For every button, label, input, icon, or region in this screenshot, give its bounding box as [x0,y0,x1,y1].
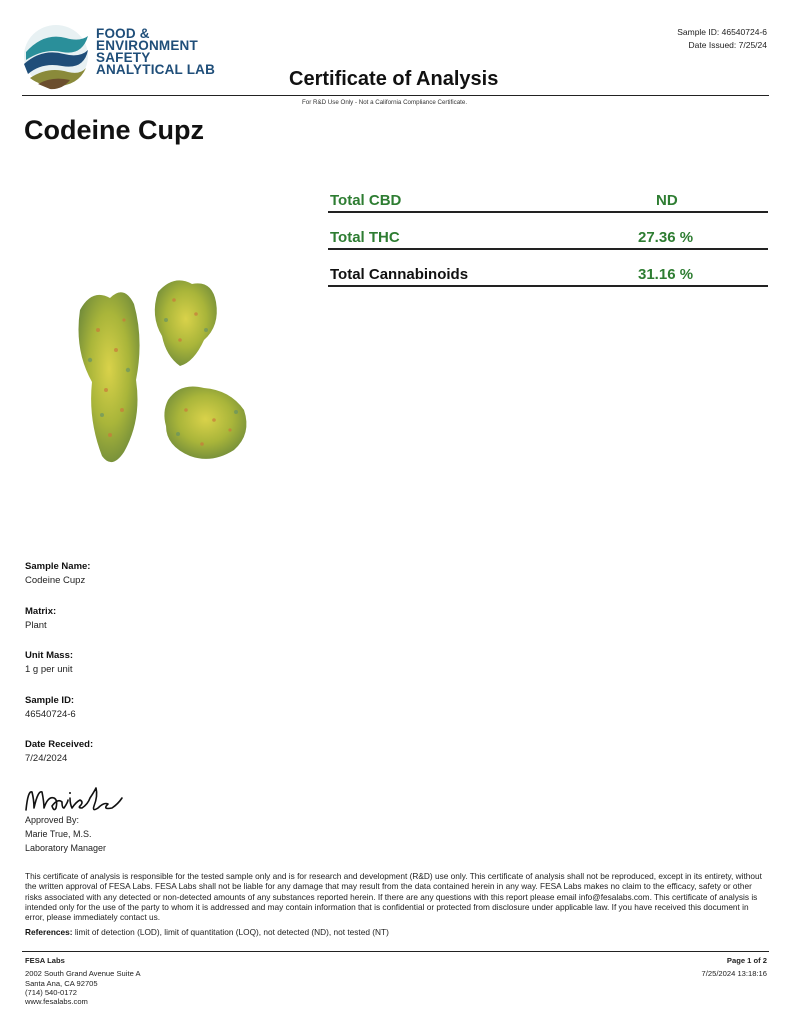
lab-name-line: SAFETY [96,50,151,65]
field-value: 7/24/2024 [25,753,68,764]
compliance-disclaimer: For R&D Use Only - Not a California Compliance Certificate. [302,99,468,106]
product-title: Codeine Cupz [24,115,204,145]
lab-name-line: FOOD & [96,26,150,41]
bud-tall-icon [79,292,140,462]
summary-label: Total THC [330,229,400,246]
legal-disclaimer: This certificate of analysis is responsible for the tested sample only and is for research and development (R&D) use only. This certificate of analysis shall not be reproduced, except in its entirety, without the written approval of FESA Labs. FESA Labs shall not be liable for any damage that may result from the data contained herein in any way. FESA Labs makes no claim to the efficacy, safety or other risks associated with any detected or non-detected amounts of any substances reported herein. If there are any questions with this report please email info@fesalabs.com. This certificate of analysis is intended only for the use of the party to whom it is addressed and may contain information that is confidential or protected from disclosure under applicable law. If you have received this document in error, please immediately contact us. [25,871,762,923]
field-value: Codeine Cupz [25,575,86,586]
field-value: 1 g per unit [25,664,73,675]
field-label: Sample Name: [25,561,91,572]
summary-value: 27.36 % [638,229,694,246]
summary-row-total-thc [328,214,768,250]
footer-address [25,956,141,1006]
report-meta [677,26,767,52]
approver-name: Marie True, M.S. [25,829,92,839]
footer-website[interactable]: www.fesalabs.com [25,997,88,1007]
product-photo [62,270,262,480]
lab-name-line: ANALYTICAL LAB [96,62,216,77]
field-label: Date Received: [25,739,94,750]
footer-phone: (714) 540-0172 [25,987,77,997]
summary-row-total-cannabinoids [328,251,768,287]
field-label: Unit Mass: [25,650,74,661]
references [25,927,389,937]
footer-timestamp: 7/25/2024 13:18:16 [701,969,767,979]
summary-row-total-cbd [328,177,768,213]
summary-value: ND [656,192,678,209]
field-matrix [25,606,56,631]
field-date-received [25,739,93,764]
header-divider [22,95,769,96]
references-text: limit of detection (LOD), limit of quantitation (LOQ), not detected (ND), not tested (NT) [74,927,389,937]
field-unit-mass [25,650,73,675]
approval-block [25,813,106,855]
references-label: References: [25,927,73,937]
page-number: Page 1 of 2 [726,956,767,965]
lab-name-line: ENVIRONMENT [96,38,198,53]
lab-name [96,28,215,76]
summary-value: 31.16 % [638,266,694,283]
approved-by-label: Approved By: [25,815,80,825]
field-label: Matrix: [25,606,57,617]
summary-divider [328,211,768,213]
signature [24,780,124,816]
meta-sample-id: Sample ID: 46540724-6 [677,27,767,37]
field-value: Plant [25,620,47,631]
summary-divider [328,248,768,250]
field-value: 46540724-6 [25,709,76,720]
footer-page-info [702,956,767,979]
field-sample-id [25,695,76,720]
document-title: Certificate of Analysis [289,68,499,90]
summary-label: Total CBD [330,192,402,209]
footer-divider [22,951,769,952]
approver-title: Laboratory Manager [25,843,107,853]
bud-small-bottom-icon [164,387,246,459]
summary-label: Total Cannabinoids [330,266,469,283]
summary-divider [328,285,768,287]
footer-company: FESA Labs [25,956,65,965]
field-label: Sample ID: [25,695,75,706]
meta-date-issued: Date Issued: 7/25/24 [688,40,767,50]
bud-small-top-icon [155,280,217,366]
footer-address-line: 2002 South Grand Avenue Suite A [25,969,141,979]
footer-address-line: Santa Ana, CA 92705 [25,978,98,988]
field-sample-name [25,561,90,586]
